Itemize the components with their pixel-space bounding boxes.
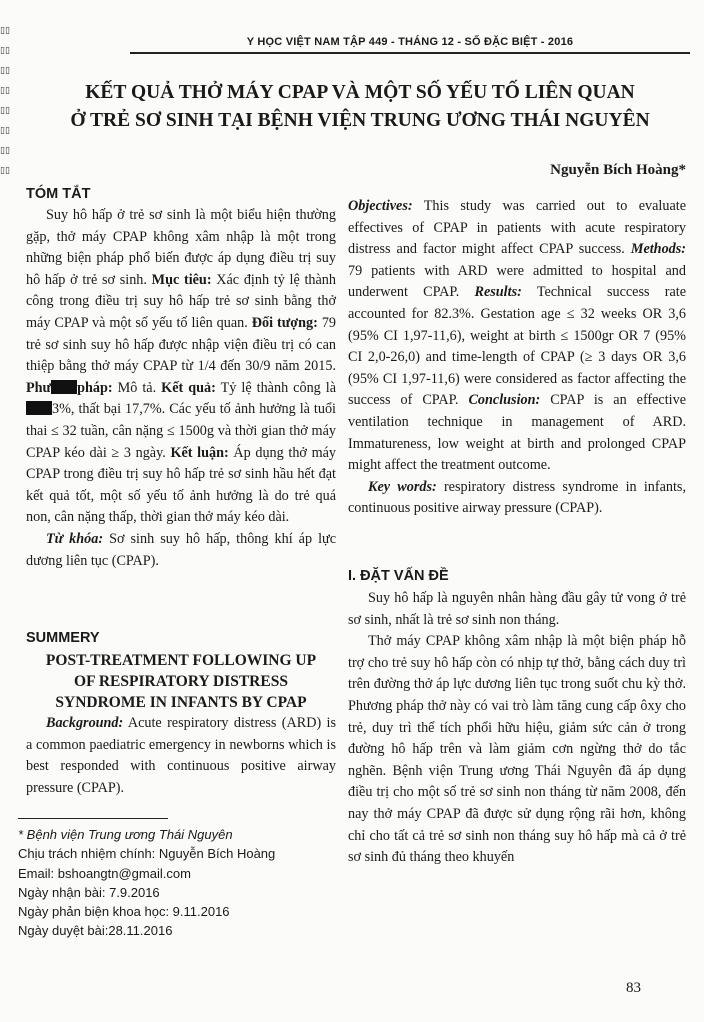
summary-en-background: Background: Acute respiratory distress (ARD) is a common paediatric emergency in newborns which is best responded with continuous positive airway pressure (CPAP). <box>26 715 337 796</box>
author-name: Nguyễn Bích Hoàng* <box>550 162 686 178</box>
article-title-line-1: KẾT QUẢ THỞ MÁY CPAP VÀ MỘT SỐ YẾU TỐ LIÊN QUAN <box>85 82 635 103</box>
summary-vi-heading: TÓM TẮT <box>26 186 91 202</box>
intro-paragraph-1: Suy hô hấp là nguyên nhân hàng đầu gây tử vong ở trẻ sơ sinh, nhất là trẻ sơ sinh non tháng. <box>348 590 686 628</box>
summary-vi-keywords: Từ khóa: Sơ sinh suy hô hấp, thông khí áp lực dương liên tục (CPAP). <box>26 530 336 569</box>
redaction-mark <box>51 380 77 394</box>
margin-bleed-through: ▯▯ ▯▯ ▯▯ ▯▯ ▯▯ ▯▯ ▯▯ ▯▯ <box>0 25 10 175</box>
summary-en-left <box>26 630 336 799</box>
header-rule <box>130 52 690 54</box>
article-title-line-2: Ở TRẺ SƠ SINH TẠI BỆNH VIỆN TRUNG ƯƠNG THÁI NGUYÊN <box>70 110 650 131</box>
summary-en-title-2: OF RESPIRATORY DISTRESS <box>74 673 288 690</box>
summary-en-body: Objectives: This study was carried out to evaluate effectives of CPAP in patients with acute respiratory distress and factor might affect CPAP success. Methods: 79 patients with ARD were admitted to hospital and underwent CPAP. Results: Technical success rate accounted for 82.3%. Gestation age ≤ 32 weeks OR 3,6 (95% CI 1,97-11,6), weight at birth ≤ 1500gr OR 7 (95% CI 2,0-26,0) and time-length of CPAP (≥ 3 days OR 3,6 (95% CI 1,97-11,6) were considered as factor affecting the success of CPAP. Conclusion: CPAP is an effective ventilation technique in management of ARD. Immatureness, low weight at birth and prolonged CPAP might affect the treatment outcome. <box>348 198 687 474</box>
journal-header: Y HỌC VIỆT NAM TẬP 449 - THÁNG 12 - SỐ ĐẶC BIỆT - 2016 <box>246 36 574 48</box>
redaction-mark <box>26 401 52 415</box>
summary-en-heading: SUMMERY <box>26 630 100 646</box>
summary-vi-body: Suy hô hấp ở trẻ sơ sinh là một biểu hiện thường gặp, thở máy CPAP không xâm nhập là một trong những biện pháp phổ biến được áp dụng điều trị suy hô hấp ở trẻ sơ sinh. Mục tiêu: Xác định tỷ lệ thành công trong điều trị suy hô hấp trẻ sơ sinh bằng thở máy CPAP và một số yếu tố liên quan. Đối tượng: 79 trẻ sơ sinh suy hô hấp được nhập viện điều trị có can thiệp bằng thở máy CPAP từ 1/4 đến 30/9 năm 2015. Phư pháp: Mô tả. Kết quả: Tỷ lệ thành công là3%, thất bại 17,7%. Các yếu tố ảnh hưởng là tuổi thai ≤ 32 tuần, cân nặng ≤ 1500g và thời gian thở máy CPAP kéo dài ≥ 3 ngày. Kết luận: Áp dụng thở máy CPAP trong điều trị suy hô hấp trẻ sơ sinh hầu hết đạt kết quả tốt, một số yếu tố ảnh hưởng là do trẻ quá non, cân nặng thấp, thời gian thở máy kéo dài. <box>26 207 337 526</box>
footnote: * Bệnh viện Trung ương Thái Nguyên Chịu trách nhiệm chính: Nguyễn Bích Hoàng Email: bshoangtn@gmail.com Ngày nhận bài: 7.9.2016 Ngày phản biện khoa học: 9.11.2016 Ngày duyệt bài:28.11.2016 <box>18 827 276 939</box>
author-email[interactable]: bshoangtn@gmail.com <box>57 865 191 881</box>
summary-en-title-3: SYNDROME IN INFANTS BY CPAP <box>55 694 307 711</box>
section-heading: I. ĐẶT VẤN ĐỀ <box>348 568 449 584</box>
summary-en-right <box>348 196 686 520</box>
intro-paragraph-2: Thở máy CPAP không xâm nhập là một biện pháp hỗ trợ cho trẻ suy hô hấp còn có nhịp tự thở, bằng cách duy trì trên đường thở áp lực dương liên tục trong suốt chu kỳ thở. Phương pháp thở này có vai trò làm tăng cung cấp ôxy cho trẻ, duy trì thể tích phổi hữu hiệu, giảm sức cản ở trong đường hô hấp trên và làm giảm cơn ngừng thở do tắc nghẽn. Bệnh viện Trung ương Thái Nguyên đã áp dụng điều trị cho một số trẻ sơ sinh non tháng từ năm 2008, đến nay thở máy CPAP đã được sử dụng rộng rãi hơn, không chỉ cho tất cả trẻ sơ sinh non tháng suy hô hấp mà cả ở trẻ sơ sinh đủ tháng theo khuyến <box>348 633 686 866</box>
summary-en-keywords: Key words: respiratory distress syndrome in infants, continuous positive airway pressure (CPAP). <box>348 478 686 517</box>
summary-vi <box>26 186 336 572</box>
section-introduction <box>348 568 686 869</box>
summary-en-title-1: POST-TREATMENT FOLLOWING UP <box>45 652 317 669</box>
page-number: 83 <box>626 980 641 996</box>
footnote-rule <box>18 818 168 819</box>
